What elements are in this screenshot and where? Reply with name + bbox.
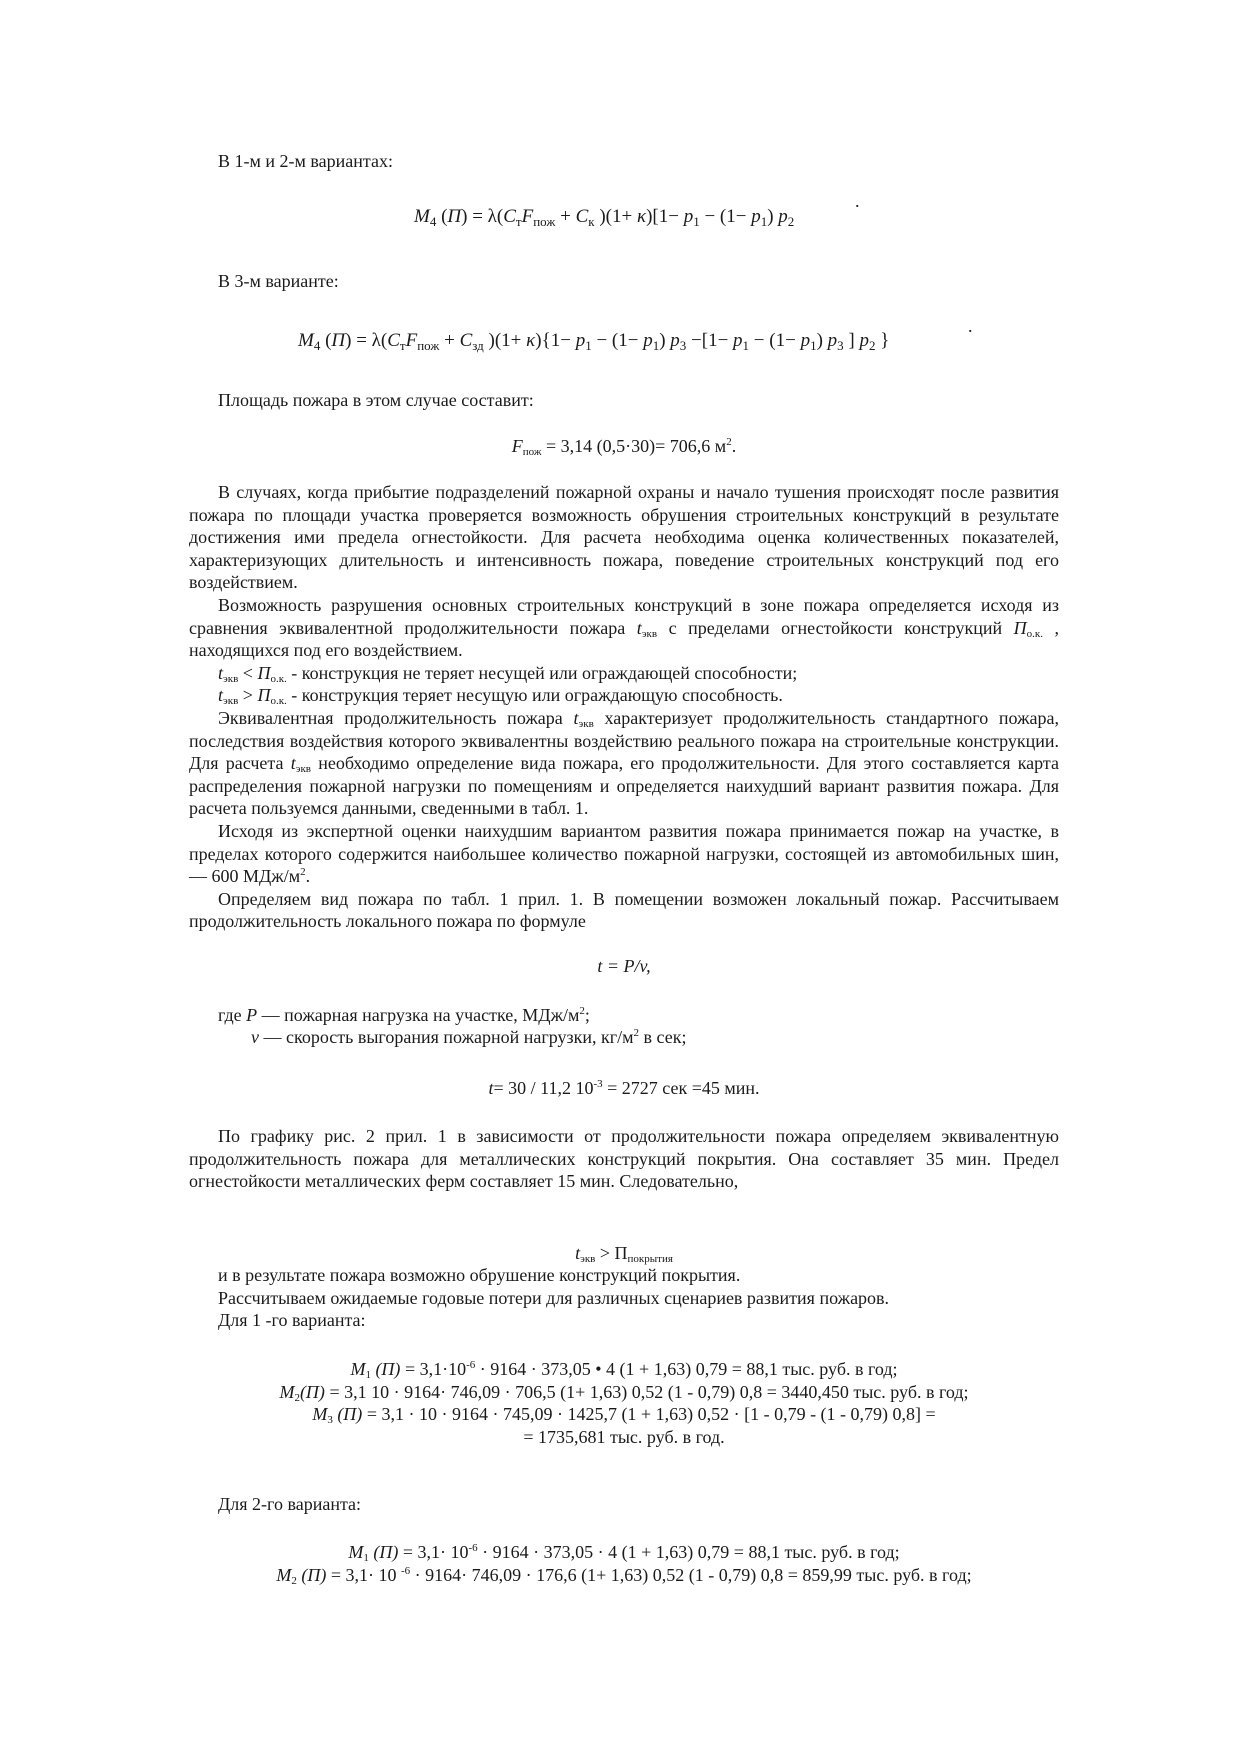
- formula-symbol: M: [279, 1381, 295, 1402]
- formula-subscript: 1: [365, 1369, 371, 1381]
- text-run: .: [305, 866, 311, 887]
- formula-subscript: экв: [641, 627, 658, 640]
- text-run: - конструкция теряет несущую или ограждающую способность.: [286, 685, 783, 706]
- text-run: , находящихся под его воздействием.: [189, 617, 1060, 661]
- formula-subscript: покрытия: [627, 1253, 673, 1265]
- condition-not-losing: [189, 662, 1059, 685]
- formula-symbol: C: [459, 330, 473, 351]
- formula-symbol: (П): [296, 1564, 327, 1585]
- fire-area-intro: Площадь пожара в этом случае составит:: [218, 390, 534, 410]
- formula-text: .: [731, 436, 737, 456]
- formula-superscript: -6: [468, 1542, 478, 1554]
- formula-symbol: (П): [368, 1542, 399, 1562]
- text-run: Возможность разрушения основных строительных конструкций в зоне пожара определяется исходя из сравнения эквивалентной продолжительности пожара: [189, 594, 1059, 638]
- formula-subscript: 1: [585, 338, 592, 353]
- formula-symbol: p: [800, 330, 811, 351]
- formula-symbol: κ: [636, 206, 647, 227]
- equation-m3: [189, 1403, 1059, 1426]
- document-page: [189, 0, 1059, 1755]
- formula-superscript: 2: [579, 1005, 585, 1017]
- formula-end-mark: .: [968, 316, 973, 336]
- text-run: <: [238, 662, 258, 683]
- formula-subscript: 4: [313, 338, 321, 353]
- paragraph-graph: По графику рис. 2 прил. 1 в зависимости от продолжительности пожара определяем эквивалентную продолжительность пожара для металлических конструкций покрытия. Она составляет 35 мин. Предел огнестойкости металлических ферм составляет 15 мин. Следовательно,: [189, 1126, 1059, 1192]
- formula-text: ) = λ(: [345, 330, 388, 351]
- formula-symbol: (П): [299, 1381, 325, 1402]
- formula-subscript: пож: [533, 214, 556, 229]
- formula-m4-variants-1-2: [414, 206, 794, 234]
- formula-symbol: t: [575, 1243, 581, 1263]
- formula-text: +: [439, 330, 460, 351]
- text-run: - конструкция не теряет несущей или ограждающей способности;: [286, 662, 798, 683]
- formula-m4-variant-3: [298, 330, 889, 358]
- formula-text: )(1+: [483, 330, 527, 351]
- formula-subscript: экв: [295, 763, 311, 776]
- formula-text: ){1−: [535, 330, 576, 351]
- formula-symbol: p: [733, 330, 743, 351]
- formula-subscript: 1: [363, 1552, 369, 1564]
- formula-subscript: 4: [429, 214, 437, 229]
- paragraph-duration-definition: [189, 707, 1059, 820]
- formula-text: −[1−: [686, 330, 734, 351]
- formula-subscript: экв: [580, 1253, 596, 1265]
- formula-text: )(1+: [594, 206, 637, 227]
- formula-symbol: t = P/v,: [597, 956, 651, 976]
- formula-subscript: зд: [472, 338, 484, 353]
- formula-symbol: p: [683, 206, 694, 227]
- text-run: = 3,1·10: [400, 1359, 467, 1379]
- text-run: с пределами огнестойкости конструкций: [657, 617, 1014, 638]
- text-run: — пожарная нагрузка на участке, МДж/м: [257, 1005, 580, 1025]
- formula-superscript: 2: [300, 866, 306, 879]
- formula-text: }: [875, 330, 890, 351]
- formula-symbol: C: [503, 206, 516, 227]
- formula-text: ]: [843, 330, 860, 351]
- formula-subscript: 1: [693, 214, 700, 229]
- equation-m2: [189, 1381, 1059, 1404]
- formula-superscript: -6: [401, 1564, 411, 1577]
- formula-symbol: F: [521, 206, 534, 227]
- formula-text: +: [555, 206, 576, 227]
- formula-symbol: p: [643, 330, 653, 351]
- formula-subscript: 3: [679, 338, 687, 353]
- formula-text: − (1−: [749, 330, 801, 351]
- text-run: · 9164· 746,09 · 176,6 (1+ 1,63) 0,52 (1 - 0,79) 0,8 = 859,99 тыс. руб. в год;: [410, 1564, 972, 1585]
- body-text-block: [189, 481, 1059, 933]
- legend-v: [189, 1026, 1121, 1049]
- fire-area-formula: [189, 435, 1059, 458]
- formula-subscript: к: [588, 214, 595, 229]
- text-run: — скорость выгорания пожарной нагрузки, кг/м: [259, 1027, 634, 1047]
- text-run: Исходя из экспертной оценки наихудшим вариантом развития пожара принимается пожар на участке, в пределах которого содержится наибольшее количество пожарной нагрузки, состоящей из автомобильных шин, — 600 МДж/м: [189, 820, 1059, 887]
- formula-symbol: C: [575, 206, 589, 227]
- formula-duration: [189, 955, 1059, 978]
- text-run: = 2727 сек =45 мин.: [602, 1078, 760, 1098]
- formula-symbol: p: [575, 330, 586, 351]
- text-run: = 3,1· 10: [326, 1564, 401, 1585]
- formula-text: ): [659, 330, 671, 351]
- formula-symbol: П: [1013, 617, 1027, 638]
- formula-symbol: v: [251, 1027, 259, 1047]
- formula-symbol: П: [331, 330, 346, 351]
- formula-subscript: 2: [868, 338, 876, 353]
- formula-superscript: -3: [593, 1078, 603, 1090]
- formula-text: = 3,14 (0,5·30)= 706,6 м: [541, 436, 727, 456]
- legend-p: [189, 1004, 1088, 1027]
- formula-symbol: M: [414, 206, 430, 227]
- condition-losing: [189, 684, 1059, 707]
- formula-text: ): [767, 206, 779, 227]
- formula-symbol: t: [488, 1078, 494, 1098]
- formula-subscript: т: [399, 338, 406, 353]
- formula-subscript: 1: [742, 338, 750, 353]
- variant-1-label: Для 1 -го варианта:: [218, 1310, 366, 1331]
- equation-m3-result: = 1735,681 тыс. руб. в год.: [523, 1426, 725, 1447]
- formula-superscript: 2: [726, 436, 732, 448]
- conclusion-block: [189, 1264, 1059, 1332]
- formula-symbol: κ: [526, 330, 536, 351]
- variant-1-equations: [189, 1358, 1059, 1448]
- formula-duration-calc: [189, 1077, 1059, 1100]
- text-run: = 30 / 11,2: [493, 1078, 576, 1098]
- equation-m1: [189, 1358, 1059, 1381]
- formula-subscript: 2: [291, 1574, 297, 1587]
- text-run: Эквивалентная продолжительность пожара: [218, 707, 574, 728]
- text-run: необходимо определение вида пожара, его продолжительности. Для этого составляется карта распределения пожарной нагрузки по помещениям и определяется наихудший вариант развития пожара. Для расчета пользуемся данными, сведенными в табл. 1.: [189, 753, 1059, 819]
- text-run: в сек;: [639, 1027, 687, 1047]
- formula-subscript: экв: [578, 717, 594, 730]
- formula-symbol: t: [218, 662, 224, 683]
- formula-subscript: о.к.: [270, 672, 287, 685]
- text-run: = 3,1 · 10 · 9164 · 745,09 · 1425,7 (1 + 1,63) 0,52 · [1 - 0,79 - (1 - 0,79) 0,8] =: [362, 1404, 936, 1425]
- text-run: > П: [595, 1243, 628, 1263]
- text-run: характеризует продолжительность стандартного пожара, последствия воздействия которого эквивалентны воздействию реального пожара на строительные конструкции. Для расчета: [189, 707, 1060, 774]
- intro-variants-1-2: В 1-м и 2-м вариантах:: [218, 151, 393, 171]
- formula-text: (: [320, 330, 332, 351]
- formula-symbol: P: [246, 1005, 258, 1025]
- paragraph-fire-type: Определяем вид пожара по табл. 1 прил. 1. В помещении возможен локальный пожар. Рассчитываем продолжительность локального пожара по формуле: [189, 888, 1059, 932]
- text-run: ;: [584, 1005, 590, 1025]
- formula-end-mark: .: [855, 191, 860, 211]
- formula-subscript: экв: [223, 672, 239, 685]
- variant-2-equations: [189, 1541, 1059, 1586]
- formula-subscript: о.к.: [270, 695, 287, 708]
- formula-symbol: (П): [370, 1359, 401, 1379]
- formula-subscript: 2: [787, 214, 795, 229]
- formula-symbol: П: [257, 662, 271, 683]
- variant-2-label: Для 2-го варианта:: [218, 1494, 362, 1514]
- paragraph-equivalent-duration: [189, 594, 1059, 662]
- text-run: = 3,1 10 · 9164· 746,09 · 706,5 (1+ 1,63) 0,52 (1 - 0,79) 0,8 = 3440,450 тыс. руб. в год;: [324, 1381, 969, 1402]
- formula-symbol: M: [276, 1564, 292, 1585]
- formula-text: − (1−: [591, 330, 644, 351]
- graph-text-block: [189, 1125, 1059, 1193]
- formula-symbol: p: [670, 330, 680, 351]
- formula-symbol: t: [573, 707, 579, 728]
- intro-variant-3: В 3-м варианте:: [218, 271, 339, 291]
- paragraph-collapse-check: В случаях, когда прибытие подразделений пожарной охраны и начало тушения происходят после развития пожара по площади участка проверяется возможность обрушения строительных конструкций в результате достижения ими предела огнестойкости. Для расчета необходима оценка количественных показателей, характеризующих длительность и интенсивность пожара, поведение строительных конструкций под его воздействием.: [189, 482, 1059, 593]
- formula-subscript: о.к.: [1026, 627, 1043, 640]
- formula-symbol: t: [290, 753, 296, 774]
- formula-subscript: 2: [294, 1391, 300, 1404]
- formula-symbol: (П): [332, 1404, 363, 1425]
- comparison-formula: [189, 1242, 1059, 1265]
- formula-text: )[1−: [646, 206, 684, 227]
- formula-subscript: пож: [417, 338, 440, 353]
- text-run: = 3,1· 10: [398, 1542, 469, 1562]
- formula-superscript: 2: [633, 1027, 640, 1039]
- formula-subscript: экв: [223, 695, 239, 708]
- equation-m2: [189, 1564, 1059, 1587]
- formula-text: ): [816, 330, 828, 351]
- formula-symbol: M: [350, 1359, 366, 1379]
- formula-symbol: П: [257, 685, 271, 706]
- line-losses-calc: Рассчитываем ожидаемые годовые потери для различных сценариев развития пожаров.: [218, 1287, 890, 1308]
- formula-symbol: p: [859, 330, 869, 351]
- equation-m1: [189, 1541, 1059, 1564]
- text-run: где: [218, 1005, 247, 1025]
- formula-superscript: -6: [466, 1359, 476, 1371]
- formula-subscript: т: [515, 214, 522, 229]
- formula-text: − (1−: [699, 206, 752, 227]
- formula-symbol: C: [387, 330, 400, 351]
- formula-symbol: П: [447, 206, 462, 227]
- formula-symbol: F: [405, 330, 418, 351]
- formula-symbol: p: [751, 206, 761, 227]
- formula-subscript: 3: [327, 1414, 333, 1427]
- formula-symbol: p: [778, 206, 788, 227]
- text-run: >: [238, 685, 258, 706]
- formula-text: ) = λ(: [461, 206, 504, 227]
- formula-symbol: M: [348, 1542, 364, 1562]
- text-run: · 9164 · 373,05 • 4 (1 + 1,63) 0,79 = 88,1 тыс. руб. в год;: [475, 1359, 898, 1379]
- line-collapse-result: и в результате пожара возможно обрушение конструкций покрытия.: [218, 1265, 741, 1285]
- formula-subscript: 1: [652, 338, 660, 353]
- paragraph-expert-estimate: [189, 820, 1059, 888]
- formula-subscript: 3: [837, 338, 844, 353]
- text-run: 10: [575, 1078, 594, 1098]
- formula-symbol: F: [511, 436, 523, 456]
- formula-text: (: [436, 206, 448, 227]
- formula-symbol: t: [636, 617, 642, 638]
- formula-subscript: 1: [810, 338, 817, 353]
- text-run: · 9164 · 373,05 · 4 (1 + 1,63) 0,79 = 88,1 тыс. руб. в год;: [477, 1542, 900, 1562]
- formula-symbol: t: [218, 685, 224, 706]
- formula-subscript: пож: [522, 446, 542, 458]
- formula-subscript: 1: [760, 214, 768, 229]
- formula-symbol: p: [827, 330, 838, 351]
- formula-symbol: M: [298, 330, 314, 351]
- formula-symbol: M: [312, 1404, 328, 1425]
